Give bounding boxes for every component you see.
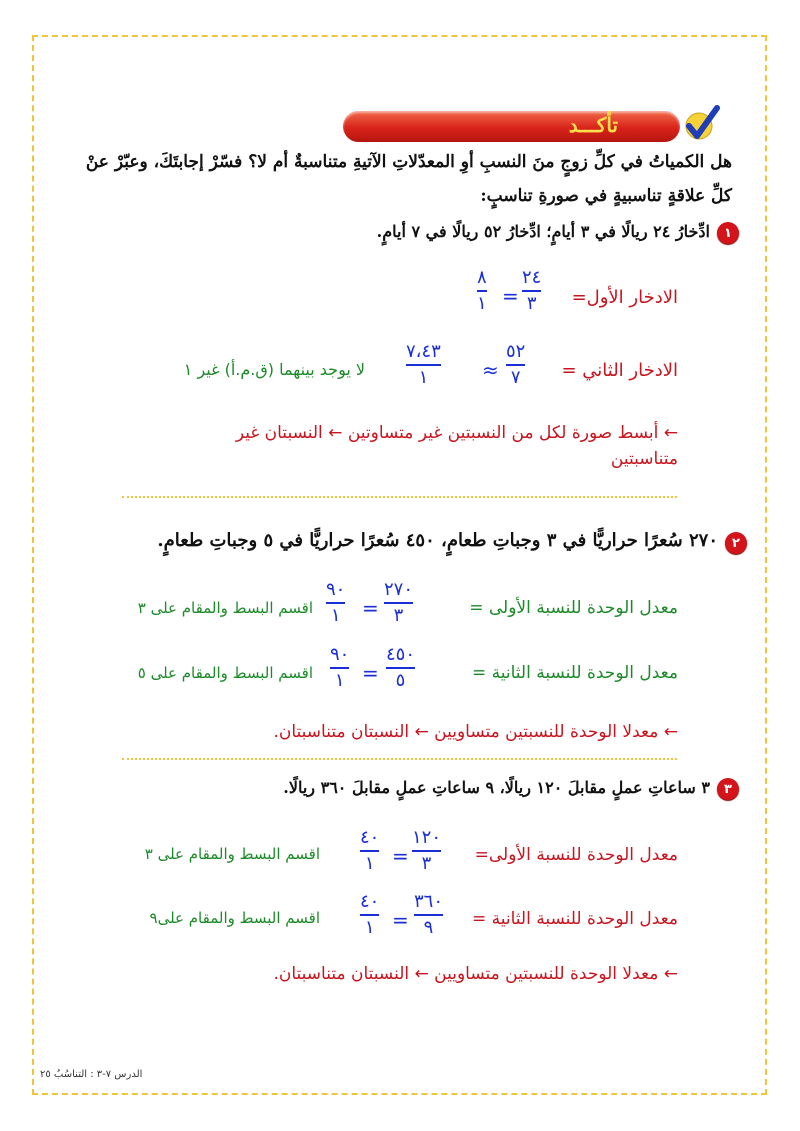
problem-2-line2-label: معدل الوحدة للنسبة الثانية = — [471, 663, 678, 683]
problem-3-note-1: اقسم البسط والمقام على ٣ — [144, 845, 320, 863]
problem-2-fraction-c: ٤٥٠ ٥ — [386, 644, 416, 691]
problem-2-note-2: اقسم البسط والمقام على ٥ — [137, 664, 313, 682]
equals-sign: = — [392, 908, 409, 932]
problem-1-fraction-c: ٥٢ ٧ — [506, 341, 526, 388]
problem-1-fraction-b: ٨ ١ — [477, 267, 487, 314]
section-banner — [343, 111, 680, 142]
problem-1-note: لا يوجد بينهما (ق.م.أ) غير ١ — [183, 360, 365, 379]
problem-3-line1-label: معدل الوحدة للنسبة الأولى= — [474, 845, 678, 865]
equals-sign: = — [362, 596, 379, 620]
footer-lesson-label: الدرس ٧-٣ : التناسُبُ ٢٥ — [40, 1069, 143, 1080]
problem-3-line2-label: معدل الوحدة للنسبة الثانية = — [471, 909, 678, 929]
problem-3-conclusion: ← معدلا الوحدة للنسبتين متساويين ← النسبتان متناسبتان. — [273, 964, 678, 984]
problem-1-badge: ١ — [717, 222, 739, 244]
problem-2-line1-label: معدل الوحدة للنسبة الأولى = — [469, 598, 678, 618]
problem-2-statement: ٢٧٠ سُعرًا حراريًّا في ٣ وجباتِ طعامٍ، ٤٥٠ سُعرًا حراريًّا في ٥ وجباتِ طعامٍ. — [157, 530, 718, 551]
problem-1-line2-label: الادخار الثاني = — [561, 360, 678, 381]
problem-1-statement: ادِّخارُ ٢٤ ريالًا في ٣ أيامٍ؛ ادِّخارُ ٥٢ ريالًا في ٧ أيامٍ. — [376, 222, 710, 241]
problem-3-fraction-c: ٣٦٠ ٩ — [414, 891, 444, 938]
banner-title: تأكـــد — [568, 113, 618, 137]
separator-2 — [122, 758, 677, 760]
problem-1-line1-label: الادخار الأول= — [571, 287, 678, 308]
problem-3-statement: ٣ ساعاتِ عملٍ مقابلَ ١٢٠ ريالًا، ٩ ساعاتِ عملٍ مقابلَ ٣٦٠ ريالًا. — [283, 778, 710, 797]
problem-3-fraction-a: ١٢٠ ٣ — [412, 827, 442, 874]
problem-2-conclusion: ← معدلا الوحدة للنسبتين متساويين ← النسبتان متناسبتان. — [273, 722, 678, 742]
problem-1-fraction-d: ٧،٤٣ ١ — [406, 341, 441, 388]
problem-2-fraction-d: ٩٠ ١ — [330, 644, 350, 691]
equals-sign: = — [502, 284, 519, 308]
problem-2-badge: ٢ — [725, 532, 747, 554]
checkmark-icon — [677, 100, 725, 148]
problem-3-fraction-b: ٤٠ ١ — [360, 827, 380, 874]
problem-2-note-1: اقسم البسط والمقام على ٣ — [137, 599, 313, 617]
equals-sign: = — [392, 844, 409, 868]
problem-1-conclusion-1: ← أبسط صورة لكل من النسبتين غير متساوتين ← النسبتان غير — [235, 423, 678, 443]
equals-sign: = — [362, 661, 379, 685]
problem-2-fraction-b: ٩٠ ١ — [326, 579, 346, 626]
problem-3-badge: ٣ — [717, 778, 739, 800]
separator-1 — [122, 496, 677, 498]
intro-line-1: هل الكمياتُ في كلِّ زوجٍ منَ النسبِ أوِ المعدّلاتِ الآتيةِ متناسبةٌ أم لا؟ فسّرْ إجابتَكَ، وعبّرْ عنْ — [85, 152, 732, 172]
intro-line-2: كلِّ علاقةٍ تناسبيةٍ في صورةِ تناسبٍ: — [480, 186, 732, 206]
problem-1-fraction-a: ٢٤ ٣ — [522, 267, 542, 314]
approx-sign: ≈ — [482, 358, 499, 382]
problem-3-fraction-d: ٤٠ ١ — [360, 891, 380, 938]
problem-3-note-2: اقسم البسط والمقام على٩ — [149, 909, 320, 927]
problem-2-fraction-a: ٢٧٠ ٣ — [384, 579, 414, 626]
problem-1-conclusion-2: متناسبتين — [610, 449, 678, 469]
